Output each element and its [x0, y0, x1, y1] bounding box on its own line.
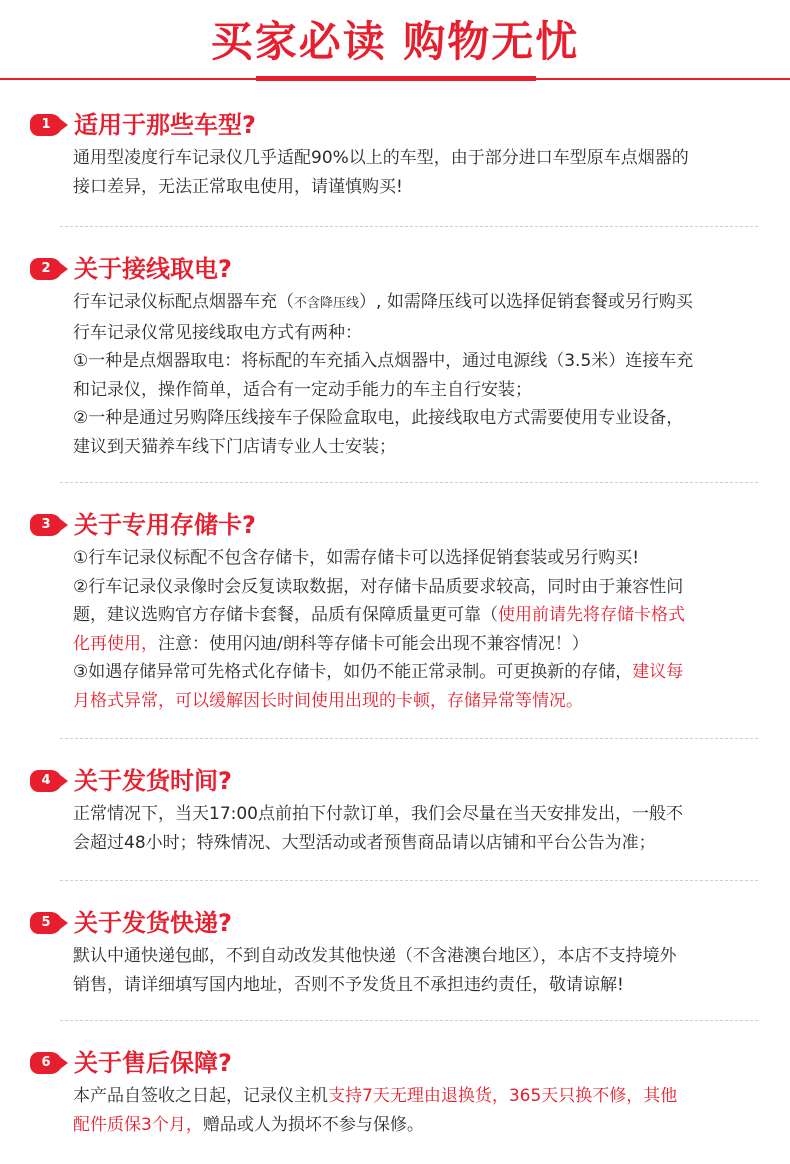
body-line: 默认中通快递包邮，不到自动改发其他快递（不含港澳台地区），本店不支持境外: [73, 946, 677, 966]
section-divider: [60, 738, 758, 739]
section-title: 关于接线取电?: [74, 255, 232, 283]
body-line: 正常情况下，当天17:00点前拍下付款订单，我们会尽量在当天安排发出，一般不: [73, 804, 683, 824]
number-badge: 3: [30, 514, 62, 536]
body-line: 接口差异，无法正常取电使用，请谨慎购买!: [73, 176, 403, 197]
section-divider: [60, 1020, 758, 1021]
body-line: 和记录仪，操作简单，适合有一定动手能力的车主自行安装；: [73, 379, 532, 400]
body-text: 赠品或人为损坏不参与保修。: [202, 1114, 424, 1135]
number-badge: 5: [30, 912, 62, 934]
body-line: [73, 630, 753, 659]
body-line: [73, 288, 753, 319]
section-body: [73, 144, 753, 201]
body-line: [73, 1111, 753, 1140]
body-line: [73, 1082, 753, 1111]
highlight-text: 使用前请先将存储卡格式: [498, 605, 685, 625]
section-body: [73, 288, 753, 461]
body-line: 会超过48小时；特殊情况、大型活动或者预售商品请以店铺和平台公告为准；: [73, 832, 656, 853]
number-badge: 6: [30, 1052, 62, 1074]
body-note: 不含降压线: [294, 296, 360, 311]
section-title: 适用于那些车型?: [74, 111, 256, 139]
body-line: 通用型凌度行车记录仪几乎适配90%以上的车型，由于部分进口车型原车点烟器的: [73, 148, 689, 168]
body-line: ②一种是通过另购降压线接车子保险盒取电，此接线取电方式需要使用专业设备，: [73, 408, 684, 428]
body-line: 月格式异常，可以缓解因长时间使用出现的卡顿，存储异常等情况。: [73, 690, 583, 711]
body-line: 行车记录仪常见接线取电方式有两种：: [73, 322, 362, 343]
body-line: ①一种是点烟器取电：将标配的车充插入点烟器中，通过电源线（3.5米）连接车充: [73, 351, 694, 371]
highlight-text: 建议每: [632, 662, 684, 682]
body-text: ）, 如需降压线可以选择促销套餐或另行购买: [359, 292, 693, 312]
body-line: ①行车记录仪标配不包含存储卡，如需存储卡可以选择促销套装或另行购买!: [73, 548, 640, 568]
number-badge: 1: [30, 114, 62, 136]
section-divider: [60, 482, 758, 483]
body-text: 注意：使用闪迪/朗科等存储卡可能会出现不兼容情况！）: [158, 633, 589, 654]
body-text: 本产品自签收之日起，记录仪主机: [73, 1086, 328, 1106]
number-badge: 2: [30, 258, 62, 280]
section-body: [73, 1082, 753, 1139]
body-text: 行车记录仪标配点烟器车充（: [73, 292, 294, 312]
highlight-text: 配件质保3个月，: [73, 1114, 203, 1135]
section-body: [73, 942, 753, 999]
section-title: 关于发货时间?: [74, 767, 232, 795]
body-line: [73, 658, 753, 687]
section-divider: [60, 880, 758, 881]
header-underline-accent: [256, 76, 536, 81]
section-title: 关于发货快递?: [74, 909, 232, 937]
number-badge: 4: [30, 770, 62, 792]
section-title: 关于专用存储卡?: [74, 511, 256, 539]
highlight-text: 支持7天无理由退换货，365天只换不修，其他: [328, 1086, 678, 1106]
highlight-text: 化再使用，: [73, 633, 158, 654]
body-text: 题，建议选购官方存储卡套餐，品质有保障质量更可靠（: [73, 605, 498, 625]
body-line: [73, 601, 753, 630]
page-header: [0, 0, 790, 80]
body-text: ③如遇存储异常可先格式化存储卡，如仍不能正常录制。可更换新的存储，: [73, 662, 633, 682]
section-title: 关于售后保障?: [74, 1049, 232, 1077]
section-body: [73, 544, 753, 715]
body-line: 销售，请详细填写国内地址，否则不予发货且不承担违约责任，敬请谅解!: [73, 974, 624, 995]
section-divider: [60, 226, 758, 227]
page-title: 买家必读 购物无忧: [210, 17, 580, 66]
body-line: ②行车记录仪录像时会反复读取数据，对存储卡品质要求较高，同时由于兼容性问: [73, 576, 684, 597]
section-body: [73, 800, 753, 857]
body-line: 建议到天猫养车线下门店请专业人士安装；: [73, 436, 396, 457]
